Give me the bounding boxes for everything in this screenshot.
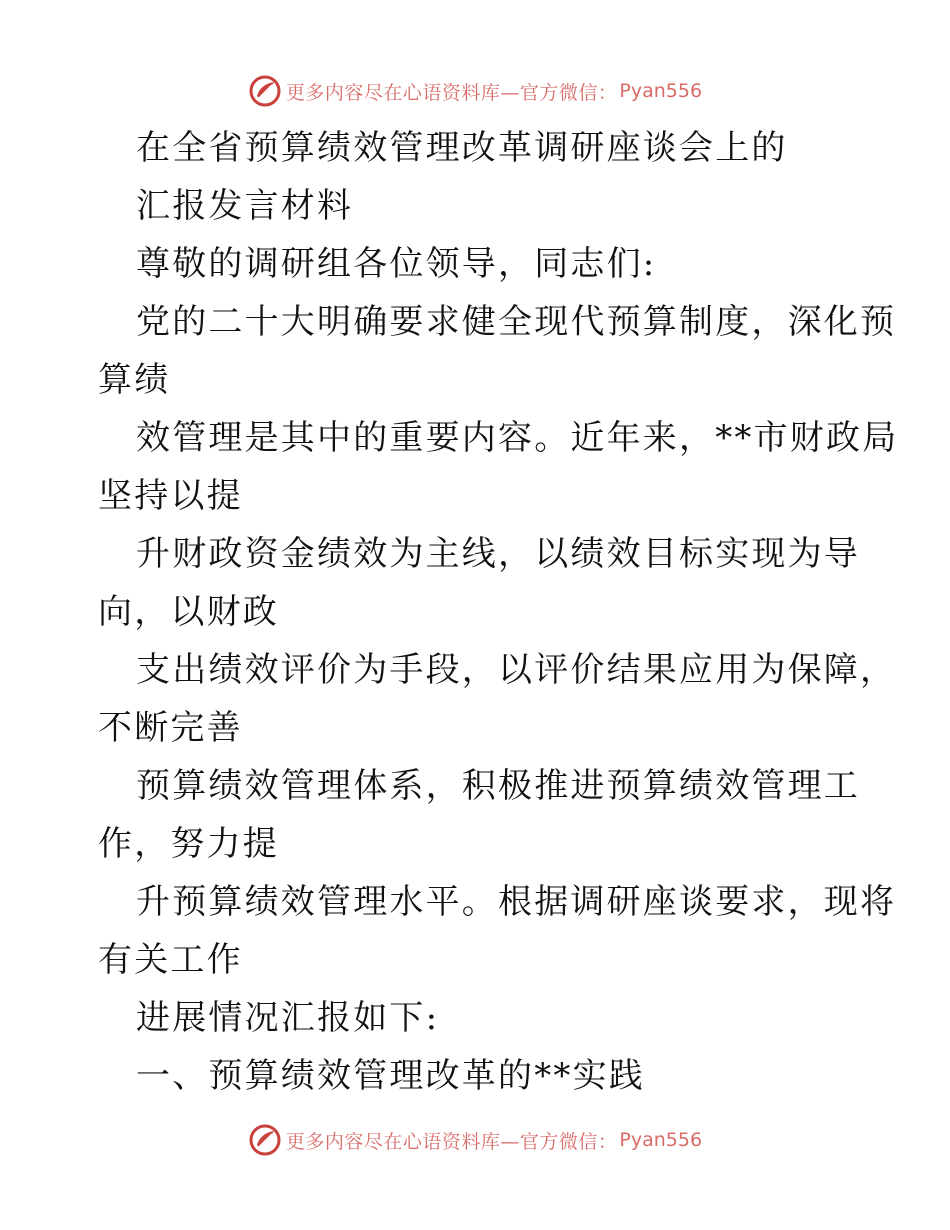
salutation: 尊敬的调研组各位领导，同志们:: [136, 244, 657, 284]
title-line-2: 汇报发言材料: [136, 186, 354, 226]
logo-icon: [248, 74, 282, 108]
watermark-header: [0, 71, 950, 111]
paragraph-line: 升预算绩效管理水平。根据调研座谈要求，现将: [136, 882, 897, 922]
paragraph-line: 算绩: [98, 360, 171, 400]
logo-icon: [248, 1123, 282, 1157]
watermark-code: Pyan556: [619, 80, 703, 102]
paragraph-line: 有关工作: [98, 940, 243, 980]
paragraph-line: 坚持以提: [98, 476, 243, 516]
watermark-text: 更多内容尽在心语资料库—官方微信：: [285, 81, 618, 104]
paragraph-line: 向，以财政: [98, 592, 279, 632]
paragraph-line: 支出绩效评价为手段，以评价结果应用为保障，: [136, 650, 897, 690]
watermark-code: Pyan556: [619, 1129, 703, 1151]
paragraph-line: 不断完善: [98, 708, 243, 748]
paragraph-line: 进展情况汇报如下:: [136, 998, 440, 1038]
watermark-footer: [0, 1120, 950, 1160]
paragraph-line: 作，努力提: [98, 824, 279, 864]
title-line-1: 在全省预算绩效管理改革调研座谈会上的: [136, 128, 788, 168]
section-heading: 一、预算绩效管理改革的**实践: [136, 1056, 645, 1096]
paragraph-line: 效管理是其中的重要内容。近年来，**市财政局: [136, 418, 899, 458]
watermark-text: 更多内容尽在心语资料库—官方微信：: [285, 1130, 618, 1153]
paragraph-line: 预算绩效管理体系，积极推进预算绩效管理工: [136, 766, 860, 806]
paragraph-line: 党的二十大明确要求健全现代预算制度，深化预: [136, 302, 897, 342]
paragraph-line: 升财政资金绩效为主线，以绩效目标实现为导: [136, 534, 860, 574]
